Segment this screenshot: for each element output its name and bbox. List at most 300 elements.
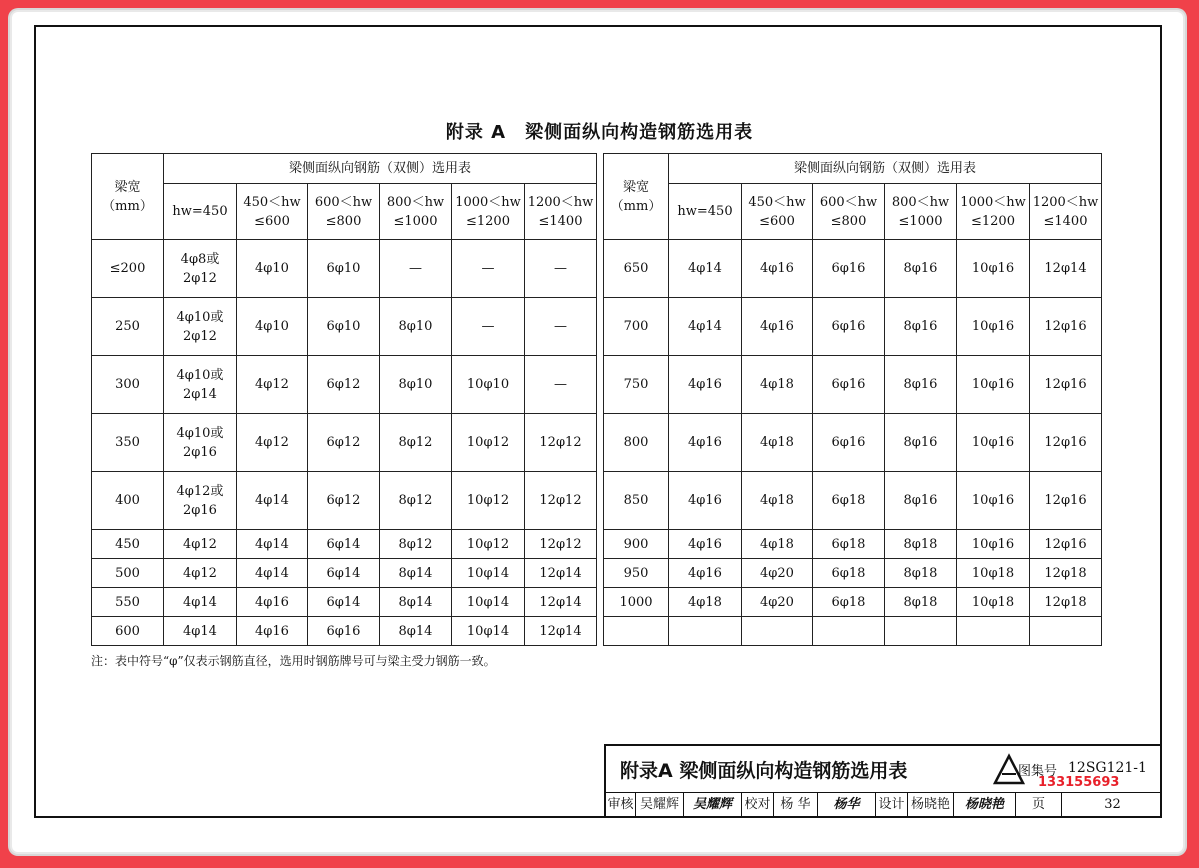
rebar-cell — [525, 472, 597, 530]
rebar-cell-text: 8φ16 — [903, 261, 938, 276]
rebar-cell — [813, 356, 885, 414]
beam-width-header — [604, 154, 669, 240]
rebar-cell-text: 4φ14 — [183, 623, 217, 639]
rebar-cell-text: 4φ12 — [183, 536, 217, 552]
rebar-cell — [742, 588, 813, 617]
rebar-cell — [452, 617, 525, 646]
rebar-cell — [669, 530, 742, 559]
review-label: 审核 — [606, 792, 636, 817]
column-header-text: ≤800 — [830, 213, 867, 229]
rebar-cell-text: 4φ16 — [688, 536, 722, 552]
rebar-cell — [957, 414, 1030, 472]
rebar-cell-text: 8φ16 — [903, 493, 938, 508]
rebar-cell-text: 6φ10 — [326, 319, 361, 334]
rebar-cell — [452, 472, 525, 530]
table-gap — [597, 472, 604, 530]
rebar-cell-text: 8φ16 — [903, 319, 938, 334]
table-row — [92, 617, 1102, 646]
column-header — [669, 184, 742, 240]
rebar-cell-text: 8φ14 — [398, 623, 433, 639]
table-note: 注：表中符号“φ”仅表示钢筋直径，选用时钢筋牌号可与梁主受力钢筋一致。 — [91, 654, 496, 668]
rebar-cell — [380, 472, 452, 530]
column-header-text: 1000＜hw — [960, 194, 1026, 210]
column-header — [742, 184, 813, 240]
rebar-cell-text: 4φ8或 — [180, 251, 220, 267]
beam-width-cell — [92, 356, 164, 414]
rebar-cell-text: 2φ16 — [183, 444, 217, 460]
rebar-cell-text: 4φ10 — [255, 261, 289, 276]
beam-width-cell — [604, 559, 669, 588]
rebar-cell-text: 6φ18 — [831, 565, 866, 581]
rebar-cell — [452, 414, 525, 472]
beam-width-cell — [604, 617, 669, 646]
beam-width-cell-text: 250 — [115, 319, 140, 334]
beam-width-cell — [92, 414, 164, 472]
rebar-cell — [1030, 414, 1102, 472]
beam-width-cell-text: ≤200 — [109, 261, 146, 276]
table-gap — [597, 617, 604, 646]
rebar-cell-text: 4φ16 — [688, 377, 722, 392]
column-header-text: 600＜hw — [314, 194, 373, 210]
rebar-cell — [308, 240, 380, 298]
rebar-cell — [885, 356, 957, 414]
design-label: 设计 — [876, 792, 908, 817]
rebar-cell-text: — — [554, 261, 567, 276]
review-name: 吴耀辉 — [636, 792, 684, 817]
column-header — [1030, 184, 1102, 240]
rebar-cell — [380, 588, 452, 617]
column-header-text: 450＜hw — [748, 194, 806, 210]
rebar-cell-text: 12φ14 — [539, 623, 582, 639]
column-header — [813, 184, 885, 240]
rebar-cell — [380, 356, 452, 414]
group-header-text: 梁侧面纵向钢筋（双侧）选用表 — [288, 161, 471, 176]
rebar-cell — [380, 298, 452, 356]
rebar-cell — [669, 559, 742, 588]
column-header — [452, 184, 525, 240]
header-row — [92, 154, 1102, 184]
rebar-cell-text: 8φ10 — [398, 319, 433, 334]
rebar-cell-text: 10φ12 — [466, 493, 510, 508]
beam-width-cell — [604, 588, 669, 617]
table-row — [92, 356, 1102, 414]
column-header — [885, 184, 957, 240]
rebar-cell-text: 4φ10 — [255, 319, 289, 334]
rebar-selection-table — [91, 153, 1102, 646]
rebar-cell — [957, 530, 1030, 559]
column-header-text: 800＜hw — [891, 194, 950, 210]
rebar-cell-text: — — [481, 261, 495, 276]
rebar-cell-text: 8φ18 — [903, 565, 938, 581]
rebar-cell-text: 4φ16 — [255, 623, 289, 639]
rebar-cell-text: 6φ12 — [326, 493, 361, 508]
column-header-text: 600＜hw — [819, 194, 878, 210]
rebar-cell-text: 4φ10或 — [176, 367, 224, 383]
column-header — [237, 184, 308, 240]
rebar-cell — [885, 530, 957, 559]
rebar-cell — [957, 240, 1030, 298]
rebar-cell-text: 10φ14 — [466, 623, 510, 639]
rebar-cell-text: 6φ16 — [831, 435, 866, 450]
column-header-text: ≤800 — [325, 213, 362, 229]
rebar-cell-text: 4φ16 — [760, 319, 794, 334]
rebar-cell — [164, 240, 237, 298]
rebar-cell-text: 6φ10 — [326, 261, 361, 276]
rebar-cell — [957, 298, 1030, 356]
beam-width-cell-text: 800 — [623, 435, 649, 450]
rebar-cell-text: 8φ14 — [398, 594, 433, 610]
rebar-cell-text: 6φ14 — [326, 594, 361, 610]
rebar-cell-text: 4φ20 — [760, 594, 794, 610]
group-header — [164, 154, 597, 184]
rebar-cell-text: 10φ16 — [971, 435, 1015, 450]
rebar-cell-text: 4φ16 — [688, 493, 722, 508]
rebar-cell-text: 4φ14 — [255, 536, 289, 552]
rebar-cell-text: 12φ16 — [1044, 377, 1087, 392]
title-block — [604, 744, 1161, 817]
rebar-cell — [1030, 240, 1102, 298]
rebar-cell — [308, 472, 380, 530]
group-header-text: 梁侧面纵向钢筋（双侧）选用表 — [793, 161, 976, 176]
rebar-cell-text: 2φ12 — [183, 328, 217, 344]
rebar-cell-text: 6φ16 — [326, 623, 361, 639]
rebar-cell — [813, 617, 885, 646]
table-row — [92, 559, 1102, 588]
rebar-cell — [742, 472, 813, 530]
beam-width-cell-text: 400 — [115, 493, 140, 508]
rebar-cell-text: 4φ14 — [688, 261, 722, 276]
rebar-cell — [813, 530, 885, 559]
rebar-cell — [885, 298, 957, 356]
rebar-cell — [237, 414, 308, 472]
column-header-text: 1200＜hw — [527, 194, 594, 210]
table-gap — [597, 559, 604, 588]
rebar-cell-text: 10φ16 — [971, 377, 1015, 392]
beam-width-cell — [604, 356, 669, 414]
table-gap — [597, 154, 604, 240]
rebar-cell-text: 10φ16 — [971, 493, 1015, 508]
rebar-cell-text: 10φ12 — [466, 435, 510, 450]
rebar-cell — [525, 559, 597, 588]
column-header-text: 450＜hw — [243, 194, 301, 210]
table-row — [92, 530, 1102, 559]
rebar-cell-text: 12φ18 — [1044, 565, 1087, 581]
rebar-cell-text: 6φ14 — [326, 565, 361, 581]
column-header-text: 1000＜hw — [455, 194, 521, 210]
rebar-cell-text: 8φ14 — [398, 565, 433, 581]
rebar-cell-text: 12φ12 — [539, 435, 582, 450]
beam-width-cell — [92, 298, 164, 356]
beam-width-cell-text: 1000 — [619, 594, 653, 610]
rebar-cell-text: 4φ14 — [255, 565, 289, 581]
rebar-cell — [308, 414, 380, 472]
rebar-cell-text: 6φ14 — [326, 536, 361, 552]
check-label: 校对 — [742, 792, 774, 817]
rebar-cell-text: 10φ18 — [971, 594, 1015, 610]
rebar-cell-text: 2φ12 — [183, 270, 217, 286]
rebar-cell-text: 10φ16 — [971, 536, 1015, 552]
rebar-cell — [957, 588, 1030, 617]
rebar-cell — [308, 356, 380, 414]
rebar-cell — [742, 298, 813, 356]
rebar-cell-text: 4φ10或 — [176, 309, 224, 325]
rebar-cell-text: 4φ18 — [760, 493, 794, 508]
rebar-cell-text: 4φ14 — [688, 319, 722, 334]
signature-row — [606, 792, 1161, 817]
rebar-cell — [525, 240, 597, 298]
rebar-cell — [525, 530, 597, 559]
rebar-cell — [813, 472, 885, 530]
column-header — [380, 184, 452, 240]
beam-width-cell — [604, 240, 669, 298]
beam-width-cell — [92, 530, 164, 559]
column-header-text: 1200＜hw — [1032, 194, 1099, 210]
table-row — [92, 414, 1102, 472]
rebar-cell — [813, 298, 885, 356]
rebar-cell — [525, 356, 597, 414]
rebar-cell-text: 4φ16 — [688, 565, 722, 581]
column-header-text: 800＜hw — [386, 194, 445, 210]
beam-width-cell-text: 300 — [115, 377, 140, 392]
rebar-cell-text: 4φ12 — [255, 377, 289, 392]
rebar-cell — [380, 414, 452, 472]
column-header-text: ≤1200 — [466, 213, 510, 229]
title-block-title: 附录A 梁侧面纵向构造钢筋选用表 — [620, 760, 908, 782]
rebar-cell-text: 4φ16 — [688, 435, 722, 450]
table-gap — [597, 356, 604, 414]
rebar-cell-text: 8φ18 — [903, 594, 938, 610]
watermark-phone: 133155693 — [1038, 775, 1120, 790]
rebar-cell-text: 4φ12 — [183, 565, 217, 581]
column-header-text: hw=450 — [677, 204, 733, 219]
rebar-cell-text: 10φ14 — [466, 565, 510, 581]
table-row — [92, 298, 1102, 356]
rebar-cell — [237, 356, 308, 414]
rebar-cell-text: — — [554, 319, 567, 334]
column-header-text: ≤1200 — [971, 213, 1015, 229]
rebar-cell — [813, 588, 885, 617]
rebar-cell — [669, 414, 742, 472]
rebar-cell — [308, 559, 380, 588]
design-signature: 杨晓艳 — [954, 792, 1016, 817]
rebar-cell-text: 6φ12 — [326, 435, 361, 450]
beam-width-cell-text: 550 — [115, 594, 140, 610]
rebar-cell — [957, 356, 1030, 414]
rebar-cell — [813, 240, 885, 298]
column-header-text: ≤1400 — [1043, 213, 1088, 229]
rebar-cell-text: 12φ16 — [1044, 493, 1087, 508]
rebar-cell — [742, 356, 813, 414]
rebar-cell — [957, 617, 1030, 646]
rebar-cell — [742, 414, 813, 472]
column-header — [525, 184, 597, 240]
column-header-text: ≤1000 — [898, 213, 943, 229]
rebar-cell-text: — — [554, 377, 567, 392]
column-header — [164, 184, 237, 240]
rebar-cell — [525, 298, 597, 356]
rebar-cell — [380, 617, 452, 646]
check-name: 杨 华 — [774, 792, 818, 817]
atlas-number: 12SG121-1 — [1068, 760, 1147, 776]
rebar-cell-text: 4φ12 — [255, 435, 289, 450]
design-name: 杨晓艳 — [908, 792, 954, 817]
column-header-text: ≤1000 — [393, 213, 438, 229]
beam-width-cell-text: 350 — [115, 435, 140, 450]
rebar-cell — [452, 530, 525, 559]
rebar-cell — [885, 240, 957, 298]
rebar-cell — [237, 240, 308, 298]
rebar-cell — [742, 617, 813, 646]
atlas-number-label: 图集号 — [1018, 764, 1058, 779]
rebar-cell-text: 6φ18 — [831, 536, 866, 552]
beam-width-cell-text: 500 — [115, 565, 140, 581]
beam-width-cell — [92, 559, 164, 588]
rebar-cell — [1030, 588, 1102, 617]
rebar-cell — [380, 240, 452, 298]
beam-width-cell — [604, 298, 669, 356]
beam-width-cell-text: 750 — [623, 377, 649, 392]
beam-width-cell — [92, 472, 164, 530]
rebar-cell — [885, 588, 957, 617]
rebar-cell-text: 8φ16 — [903, 435, 938, 450]
rebar-cell — [885, 472, 957, 530]
rebar-cell — [308, 298, 380, 356]
rebar-cell — [452, 588, 525, 617]
rebar-cell-text: 8φ10 — [398, 377, 433, 392]
beam-width-cell — [92, 617, 164, 646]
rebar-cell-text: 4φ16 — [255, 594, 289, 610]
rebar-cell-text: 8φ12 — [398, 435, 433, 450]
beam-width-cell — [604, 530, 669, 559]
rebar-cell — [742, 530, 813, 559]
rebar-cell-text: 4φ18 — [760, 536, 794, 552]
column-header — [308, 184, 380, 240]
rebar-cell — [237, 530, 308, 559]
beam-width-header-text: 梁宽 — [114, 179, 141, 195]
rebar-cell-text: 10φ16 — [971, 261, 1015, 276]
rebar-cell — [237, 617, 308, 646]
rebar-cell — [669, 356, 742, 414]
rebar-cell-text: 12φ12 — [539, 493, 582, 508]
rebar-cell-text: 2φ14 — [183, 386, 217, 402]
column-header — [957, 184, 1030, 240]
rebar-cell-text: — — [481, 319, 495, 334]
beam-width-header-text: （mm） — [610, 198, 662, 214]
rebar-cell-text: 4φ20 — [760, 565, 794, 581]
beam-width-header — [92, 154, 164, 240]
rebar-cell — [742, 240, 813, 298]
rebar-cell-text: 12φ18 — [1044, 594, 1087, 610]
rebar-cell — [525, 617, 597, 646]
rebar-cell — [957, 559, 1030, 588]
rebar-cell-text: 4φ18 — [688, 594, 722, 610]
beam-width-cell-text: 900 — [623, 536, 649, 552]
table-gap — [597, 530, 604, 559]
beam-width-header-text: 梁宽 — [622, 179, 649, 195]
beam-width-cell-text: 850 — [623, 493, 649, 508]
title-block-header — [606, 746, 1161, 793]
rebar-cell — [237, 472, 308, 530]
rebar-cell — [885, 617, 957, 646]
rebar-cell — [452, 298, 525, 356]
rebar-cell — [669, 472, 742, 530]
rebar-cell — [308, 617, 380, 646]
beam-width-cell — [604, 414, 669, 472]
table-gap — [597, 298, 604, 356]
rebar-cell-text: 8φ16 — [903, 377, 938, 392]
rebar-cell-text: 6φ18 — [831, 594, 866, 610]
rebar-cell — [237, 588, 308, 617]
rebar-cell-text: 10φ10 — [466, 377, 510, 392]
rebar-cell-text: — — [409, 261, 422, 276]
rebar-cell-text: 4φ10或 — [176, 425, 224, 441]
rebar-cell-text: 10φ12 — [466, 536, 510, 552]
page-number: 32 — [1104, 797, 1121, 812]
rebar-cell-text: 12φ12 — [539, 536, 582, 552]
rebar-cell-text: 8φ18 — [903, 536, 938, 552]
rebar-cell-text: 8φ12 — [398, 493, 433, 508]
rebar-cell — [452, 356, 525, 414]
rebar-cell — [885, 414, 957, 472]
beam-width-cell-text: 450 — [115, 536, 140, 552]
rebar-cell — [308, 530, 380, 559]
rebar-cell — [1030, 472, 1102, 530]
beam-width-cell-text: 650 — [623, 261, 649, 276]
rebar-cell-text: 10φ18 — [971, 565, 1015, 581]
rebar-cell-text: 6φ12 — [326, 377, 361, 392]
table-row — [92, 472, 1102, 530]
rebar-cell — [525, 414, 597, 472]
column-header-text: ≤1400 — [538, 213, 583, 229]
beam-width-cell-text: 700 — [623, 319, 649, 334]
rebar-cell — [669, 240, 742, 298]
rebar-cell — [742, 559, 813, 588]
rebar-cell — [813, 559, 885, 588]
rebar-cell — [237, 298, 308, 356]
rebar-cell — [452, 240, 525, 298]
rebar-cell-text: 6φ18 — [831, 493, 866, 508]
rebar-cell — [1030, 530, 1102, 559]
rebar-cell-text: 10φ16 — [971, 319, 1015, 334]
check-signature: 杨华 — [818, 792, 876, 817]
rebar-cell — [885, 559, 957, 588]
rebar-cell-text: 4φ14 — [255, 493, 289, 508]
rebar-cell-text: 12φ14 — [539, 594, 582, 610]
rebar-cell-text: 8φ12 — [398, 536, 433, 552]
rebar-cell — [1030, 356, 1102, 414]
rebar-cell — [1030, 559, 1102, 588]
rebar-cell — [164, 617, 237, 646]
rebar-cell-text: 4φ18 — [760, 435, 794, 450]
rebar-cell — [237, 559, 308, 588]
beam-width-cell — [92, 588, 164, 617]
rebar-cell — [813, 414, 885, 472]
review-signature: 吴耀辉 — [684, 792, 742, 817]
rebar-cell-text: 4φ18 — [760, 377, 794, 392]
rebar-cell — [164, 298, 237, 356]
rebar-cell — [669, 588, 742, 617]
rebar-cell-text: 6φ16 — [831, 377, 866, 392]
rebar-cell — [1030, 617, 1102, 646]
rebar-cell — [164, 472, 237, 530]
table-gap — [597, 414, 604, 472]
rebar-cell-text: 4φ12或 — [176, 483, 224, 499]
table-row — [92, 588, 1102, 617]
rebar-cell — [308, 588, 380, 617]
rebar-cell-text: 2φ16 — [183, 502, 217, 518]
rebar-cell-text: 12φ14 — [539, 565, 582, 581]
beam-width-cell — [604, 472, 669, 530]
